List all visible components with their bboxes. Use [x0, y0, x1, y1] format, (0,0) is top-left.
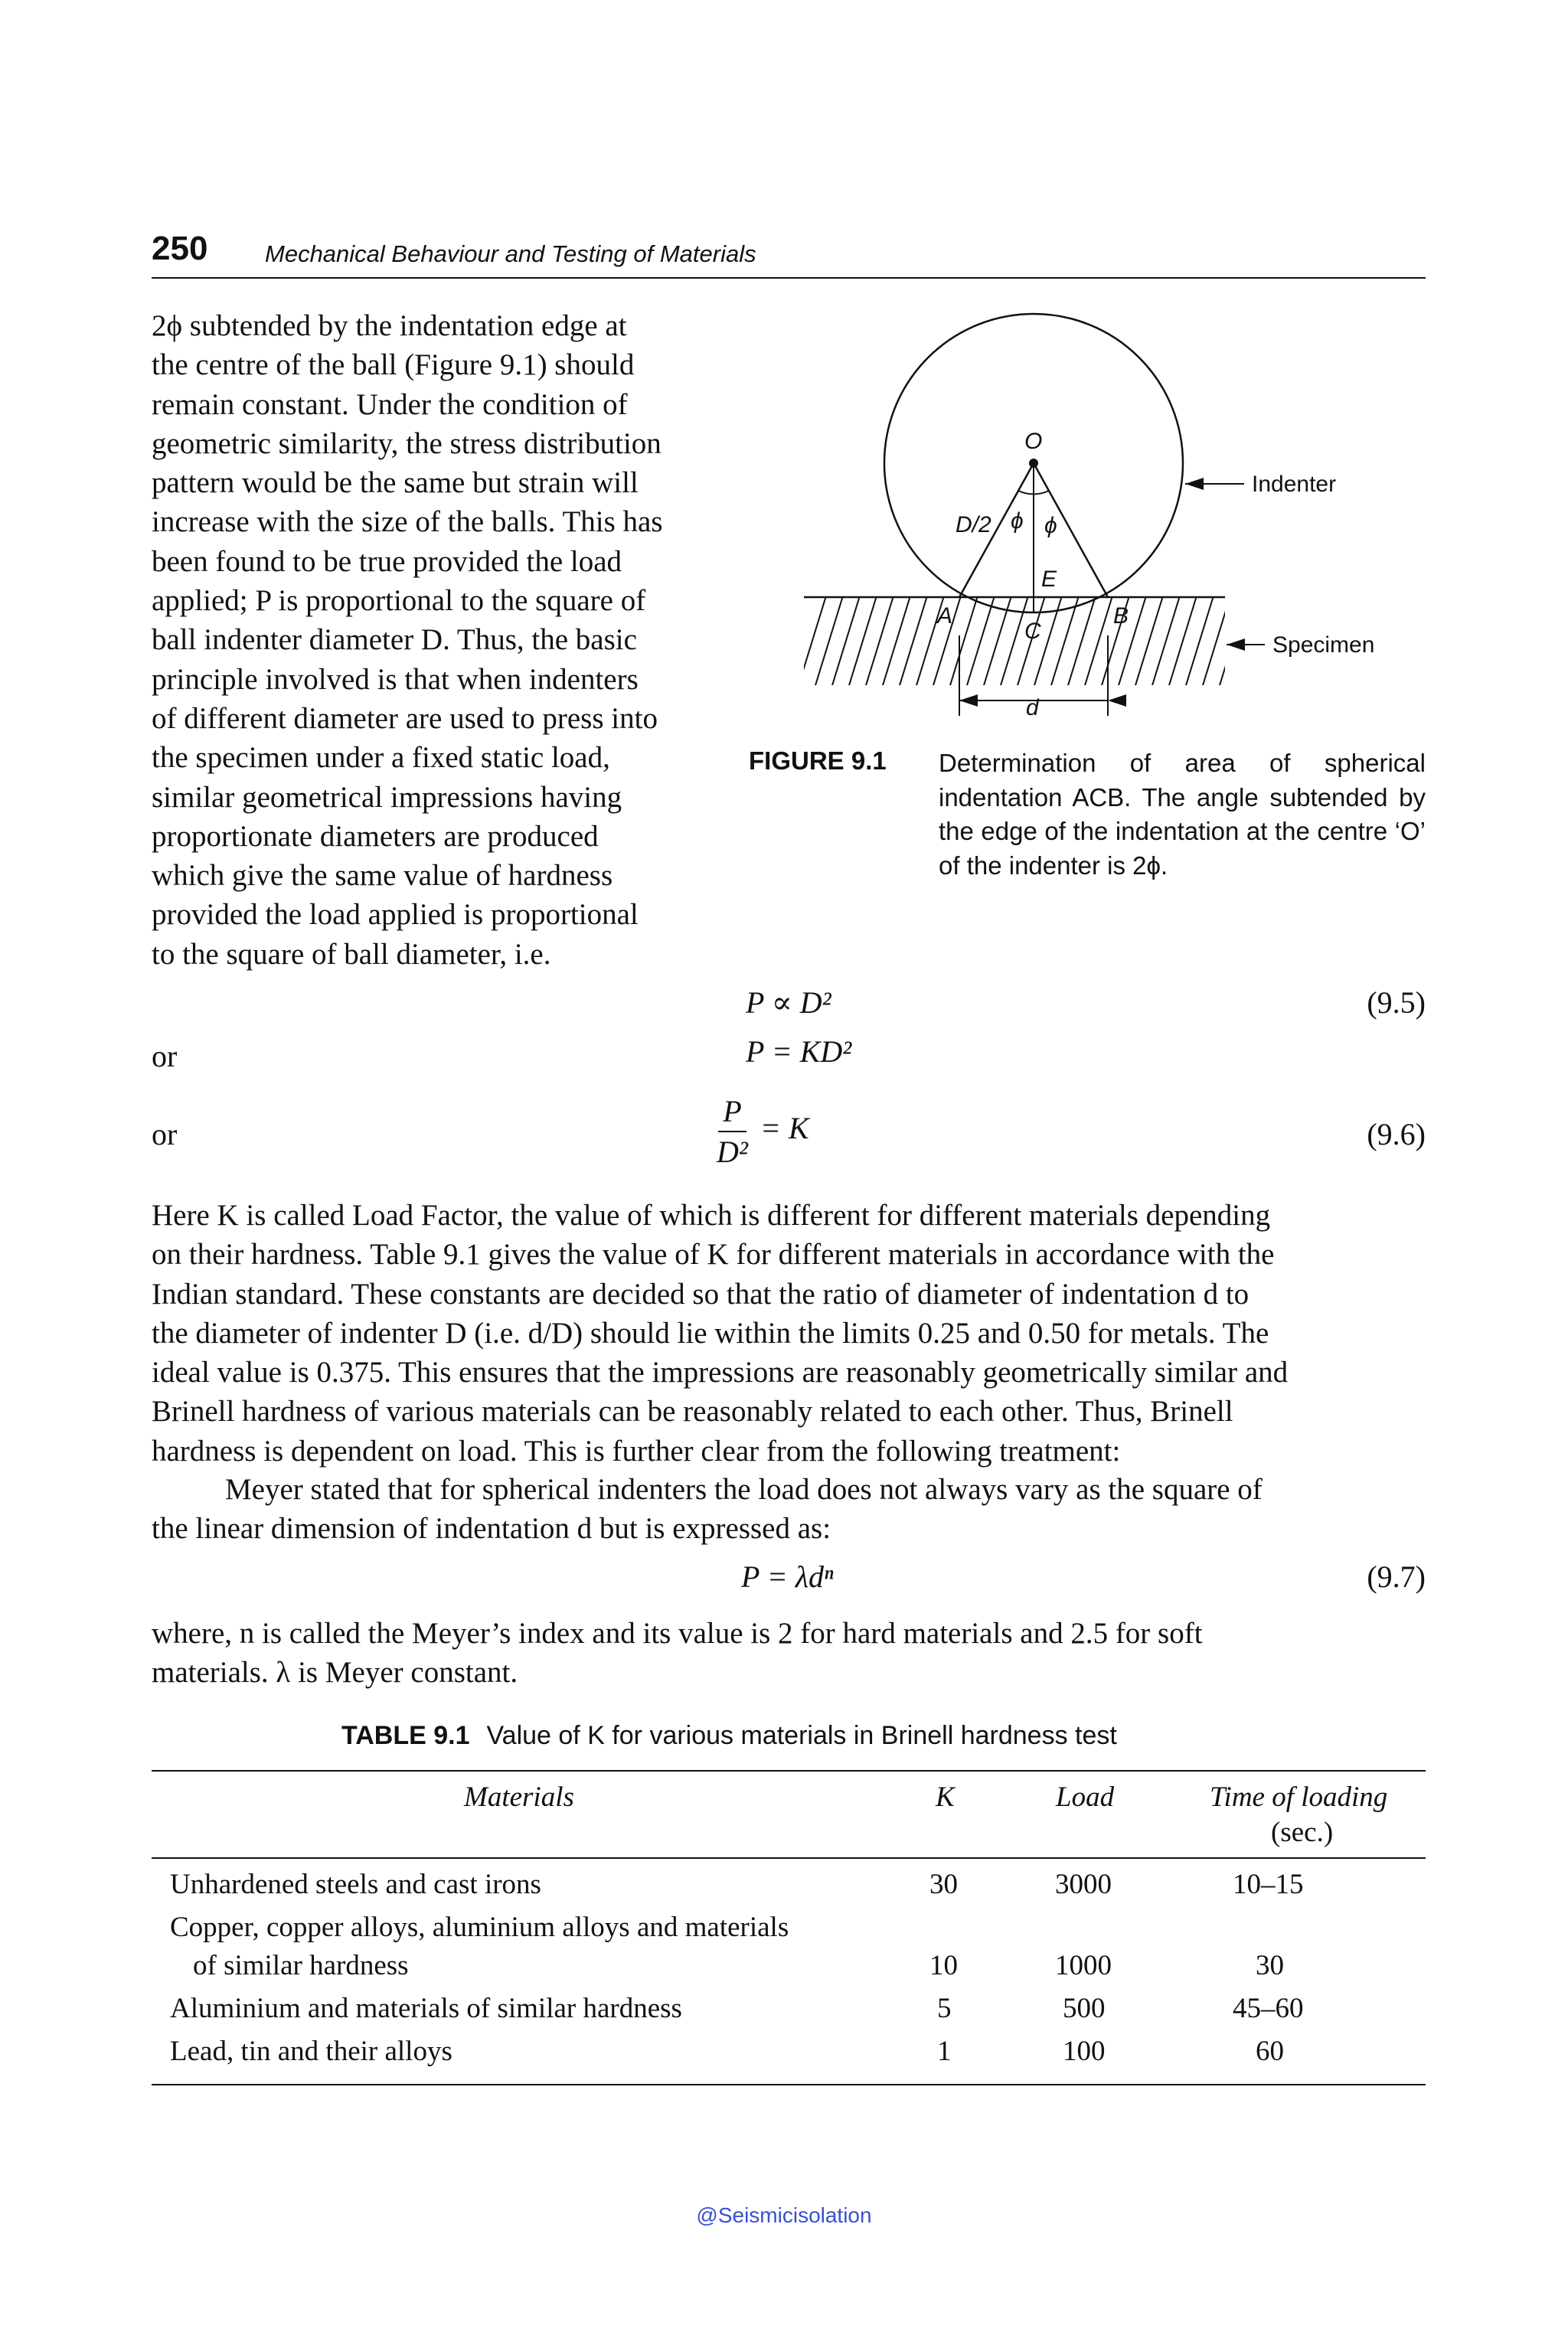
load-factor-paragraph	[152, 1196, 1426, 1471]
cell-k: 30	[929, 1869, 958, 1900]
cell-time: 30	[1256, 1950, 1284, 1981]
label-e: E	[1041, 567, 1057, 592]
fraction-numerator: P	[718, 1093, 746, 1132]
cell-time: 10–15	[1233, 1869, 1304, 1900]
text-span: Meyer stated that for spherical indenters the load does not always vary as the square of	[225, 1473, 1263, 1506]
label-d: d	[1026, 695, 1039, 720]
figure-label: FIGURE 9.1	[749, 746, 887, 775]
cell-load: 3000	[1055, 1869, 1112, 1900]
intro-paragraph	[152, 306, 717, 974]
label-phi-right: ϕ	[1044, 513, 1057, 538]
fraction	[712, 1093, 753, 1170]
table-bottom-rule	[152, 2084, 1426, 2085]
center-point	[1029, 459, 1038, 468]
or-label-2: or	[152, 1117, 178, 1151]
table-header-rule	[152, 1857, 1426, 1859]
text-line: materials. λ is Meyer constant.	[152, 1656, 518, 1690]
cell-load: 1000	[1055, 1950, 1112, 1981]
cell-k: 1	[937, 2036, 952, 2067]
meyer-paragraph	[152, 1470, 1426, 1549]
cell-material: Copper, copper alloys, aluminium alloys and materials	[170, 1912, 789, 1943]
text-line: the linear dimension of indentation d but is expressed as:	[152, 1512, 831, 1546]
page-number: 250	[152, 230, 208, 267]
text-line: remain constant. Under the condition of	[152, 387, 628, 421]
text-line: geometric similarity, the stress distribution	[152, 426, 662, 460]
cell-time: 60	[1256, 2036, 1284, 2067]
text-line: to the square of ball diameter, i.e.	[152, 937, 551, 971]
text-line: the specimen under a fixed static load,	[152, 741, 610, 775]
text-line: increase with the size of the balls. This has	[152, 505, 663, 539]
cell-material-continued: of similar hardness	[193, 1950, 409, 1981]
text-line: principle involved is that when indenters	[152, 662, 639, 696]
running-head: Mechanical Behaviour and Testing of Materials	[265, 240, 756, 267]
text-line: ball indenter diameter D. Thus, the basic	[152, 623, 637, 657]
fraction-denominator: D²	[717, 1135, 748, 1169]
label-specimen: Specimen	[1272, 632, 1375, 658]
text-line: pattern would be the same but strain will	[152, 466, 639, 500]
text-line: provided the load applied is proportional	[152, 898, 639, 932]
cell-material: Aluminium and materials of similar hardness	[170, 1993, 682, 2024]
equation-rhs: = K	[760, 1111, 809, 1146]
indentation-figure	[789, 283, 1416, 720]
meyer-index-paragraph	[152, 1614, 1426, 1693]
header-load: Load	[1056, 1781, 1115, 1813]
equation-number-9-5: (9.5)	[1367, 985, 1426, 1020]
label-indenter: Indenter	[1252, 472, 1337, 497]
cell-time: 45–60	[1233, 1993, 1304, 2024]
equation-kd2: P = KD²	[746, 1034, 852, 1069]
text-line	[152, 1470, 1426, 1509]
text-line: been found to be true provided the load	[152, 544, 622, 578]
header-time: Time of loading	[1210, 1781, 1388, 1813]
label-phi-left: ϕ	[1011, 508, 1024, 534]
header-k: K	[936, 1781, 955, 1813]
text-line: hardness is dependent on load. This is further clear from the following treatment:	[152, 1434, 1121, 1468]
equation-9-5: P ∝ D²	[746, 985, 831, 1020]
text-line: on their hardness. Table 9.1 gives the value of K for different materials in accordance with the	[152, 1238, 1275, 1272]
table-caption	[341, 1721, 1117, 1751]
equation-number-9-7: (9.7)	[1367, 1559, 1426, 1594]
cell-load: 100	[1063, 2036, 1106, 2067]
cell-material: Unhardened steels and cast irons	[170, 1869, 541, 1900]
text-line: which give the same value of hardness	[152, 859, 613, 893]
equation-number-9-6: (9.6)	[1367, 1117, 1426, 1151]
cell-material: Lead, tin and their alloys	[170, 2036, 452, 2067]
label-c: C	[1024, 619, 1041, 644]
text-line: proportionate diameters are produced	[152, 819, 599, 853]
text-line: ideal value is 0.375. This ensures that the impressions are reasonably geometrically similar and	[152, 1356, 1289, 1390]
table-top-rule	[152, 1770, 1426, 1772]
text-line: Here K is called Load Factor, the value of which is different for different materials depending	[152, 1199, 1271, 1232]
watermark-text: @Seismicisolation	[696, 2203, 872, 2227]
label-a: A	[937, 603, 953, 629]
header-rule	[152, 277, 1426, 279]
label-o: O	[1024, 429, 1043, 454]
figure-caption: Determination of area of spherical indentation ACB. The angle subtended by the edge of the indentation at the centre ‘O’ of the indenter is 2ϕ.	[939, 749, 1426, 880]
cell-k: 5	[937, 1993, 952, 2024]
text-line: Brinell hardness of various materials can be reasonably related to each other. Thus, Brinell	[152, 1395, 1233, 1429]
table-title: Value of K for various materials in Brinell hardness test	[486, 1721, 1117, 1750]
cell-load: 500	[1063, 1993, 1106, 2024]
text-line: applied; P is proportional to the square of	[152, 584, 646, 618]
label-radius: D/2	[956, 512, 991, 537]
header-materials: Materials	[464, 1781, 574, 1813]
text-line: 2ϕ subtended by the indentation edge at	[152, 309, 627, 342]
or-label-1: or	[152, 1039, 178, 1073]
text-line: the centre of the ball (Figure 9.1) should	[152, 348, 635, 382]
label-b: B	[1113, 603, 1129, 629]
cell-k: 10	[929, 1950, 958, 1981]
specimen-hatch	[796, 593, 1248, 693]
table-label: TABLE 9.1	[341, 1721, 470, 1750]
watermark	[0, 2203, 1568, 2228]
text-line: where, n is called the Meyer’s index and its value is 2 for hard materials and 2.5 for soft	[152, 1617, 1203, 1650]
text-line: Indian standard. These constants are decided so that the ratio of diameter of indentation d to	[152, 1277, 1250, 1311]
text-line: of different diameter are used to press into	[152, 701, 658, 735]
header-time-unit: (sec.)	[1271, 1817, 1334, 1848]
equation-9-7: P = λdⁿ	[741, 1559, 834, 1594]
equation-9-6	[712, 1093, 809, 1170]
text-line: similar geometrical impressions having	[152, 780, 622, 814]
text-line: the diameter of indenter D (i.e. d/D) should lie within the limits 0.25 and 0.50 for metals. The	[152, 1316, 1269, 1350]
